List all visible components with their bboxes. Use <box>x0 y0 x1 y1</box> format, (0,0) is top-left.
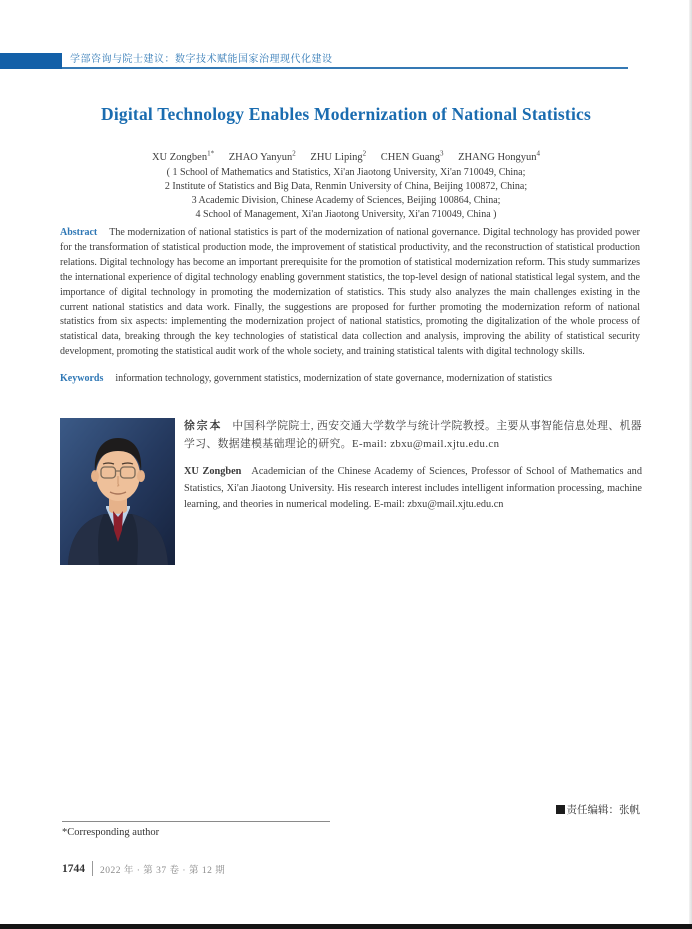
scan-bottom-band <box>0 924 692 929</box>
author-line <box>0 149 692 163</box>
affiliation-line: 3 Academic Division, Chinese Academy of Sciences, Beijing 100864, China; <box>191 195 501 206</box>
author-bio-section <box>60 418 642 565</box>
bio-chinese-text: 中国科学院院士, 西安交通大学数学与统计学院教授。主要从事智能信息处理、机器学习、数据建模基础理论的研究。E-mail: zbxu@mail.xjtu.edu.cn <box>184 420 642 450</box>
author-affiliation-mark: 2 <box>292 149 296 157</box>
author: ZHU Liping$^2$ <box>310 149 367 163</box>
journal-section-banner <box>0 53 692 70</box>
page-number: 1744 <box>62 862 85 875</box>
responsible-editor-credit <box>556 802 641 817</box>
abstract-paragraph <box>60 226 640 360</box>
author-affiliation-mark: 2 <box>362 149 367 157</box>
journal-issue-info: 2022 年 · 第 37 卷 · 第 12 期 <box>100 865 226 876</box>
keywords-text: information technology, government statistics, modernization of state governance, modernization of statistics <box>115 373 553 384</box>
filled-square-icon <box>556 805 565 814</box>
corresponding-author-footnote: *Corresponding author <box>62 827 160 838</box>
author: CHEN Guang$^3$ <box>380 149 444 163</box>
footnote-rule <box>62 821 330 822</box>
page-footer <box>62 861 225 876</box>
author: ZHANG Hongyun$^4$ <box>458 149 541 163</box>
author-portrait-photo <box>60 418 175 565</box>
author: ZHAO Yanyun$^2$ <box>228 149 296 163</box>
affiliation-line: 2 Institute of Statistics and Big Data, Renmin University of China, Beijing 100872, China; <box>164 181 528 192</box>
abstract-label: Abstract <box>60 227 98 238</box>
affiliation-list <box>0 166 692 222</box>
affiliation-line: 4 School of Management, Xi'an Jiaotong University, Xi'an 710049, China ) <box>195 209 497 220</box>
bio-english <box>184 464 642 514</box>
banner-rule <box>62 67 628 69</box>
author: XU Zongben$^{1*}$ <box>151 149 215 163</box>
banner-color-block <box>0 53 62 69</box>
banner-section-title: 学部咨询与院士建议：数字技术赋能国家治理现代化建设 <box>70 54 333 65</box>
footer-divider <box>92 861 93 876</box>
bio-english-name: XU Zongben <box>184 466 242 477</box>
editor-credit-text: 责任编辑：张帆 <box>566 805 640 816</box>
bio-chinese <box>184 418 642 453</box>
bio-texts <box>184 418 642 565</box>
affiliation-line: ( 1 School of Mathematics and Statistics, Xi'an Jiaotong University, Xi'an 710049, China; <box>166 167 526 178</box>
keywords-line <box>60 372 640 386</box>
author-affiliation-mark: 3 <box>439 149 444 157</box>
bio-english-text: Academician of the Chinese Academy of Sciences, Professor of School of Mathematics and Statistics, Xi'an Jiaotong University. His research interest includes intelligent information processing, machine learning, and theories in numerical modeling. E-mail: zbxu@mail.xjtu.edu.cn <box>184 466 642 510</box>
paper-title: Digital Technology Enables Modernization of National Statistics <box>101 104 591 124</box>
keywords-label: Keywords <box>60 373 104 384</box>
abstract-text: The modernization of national statistics is part of the modernization of national governance. Digital technology has provided power for the transformation of statistical production mode, the improvement of statistical productivity, and the reconstruction of statistical production relations. Digital technology has become an important prerequisite for the promotion of statistical modernization reform. This study summarizes the international experience of digital technology enabling government statistics, the top-level design of national statistical legal system, and the importance of digital technology in promoting the modernization of statistics. This study also analyzes the main challenges existing in the current national statistics and data work. Finally, the suggestions are proposed for further promoting the modernization reform of national statistics from six aspects: implementing the modernization project of national statistics, promoting the digitalization of the whole process of statistical data, breaking through the key technologies of statistical data collection and analysis, improving the ability of statistical security development, promoting the statistical audit work of the whole society, and training statistical talents with digital technology skills. <box>60 227 640 358</box>
bio-chinese-name: 徐宗本 <box>184 420 223 432</box>
author-affiliation-mark: 1* <box>207 149 215 157</box>
author-affiliation-mark: 4 <box>536 149 541 157</box>
